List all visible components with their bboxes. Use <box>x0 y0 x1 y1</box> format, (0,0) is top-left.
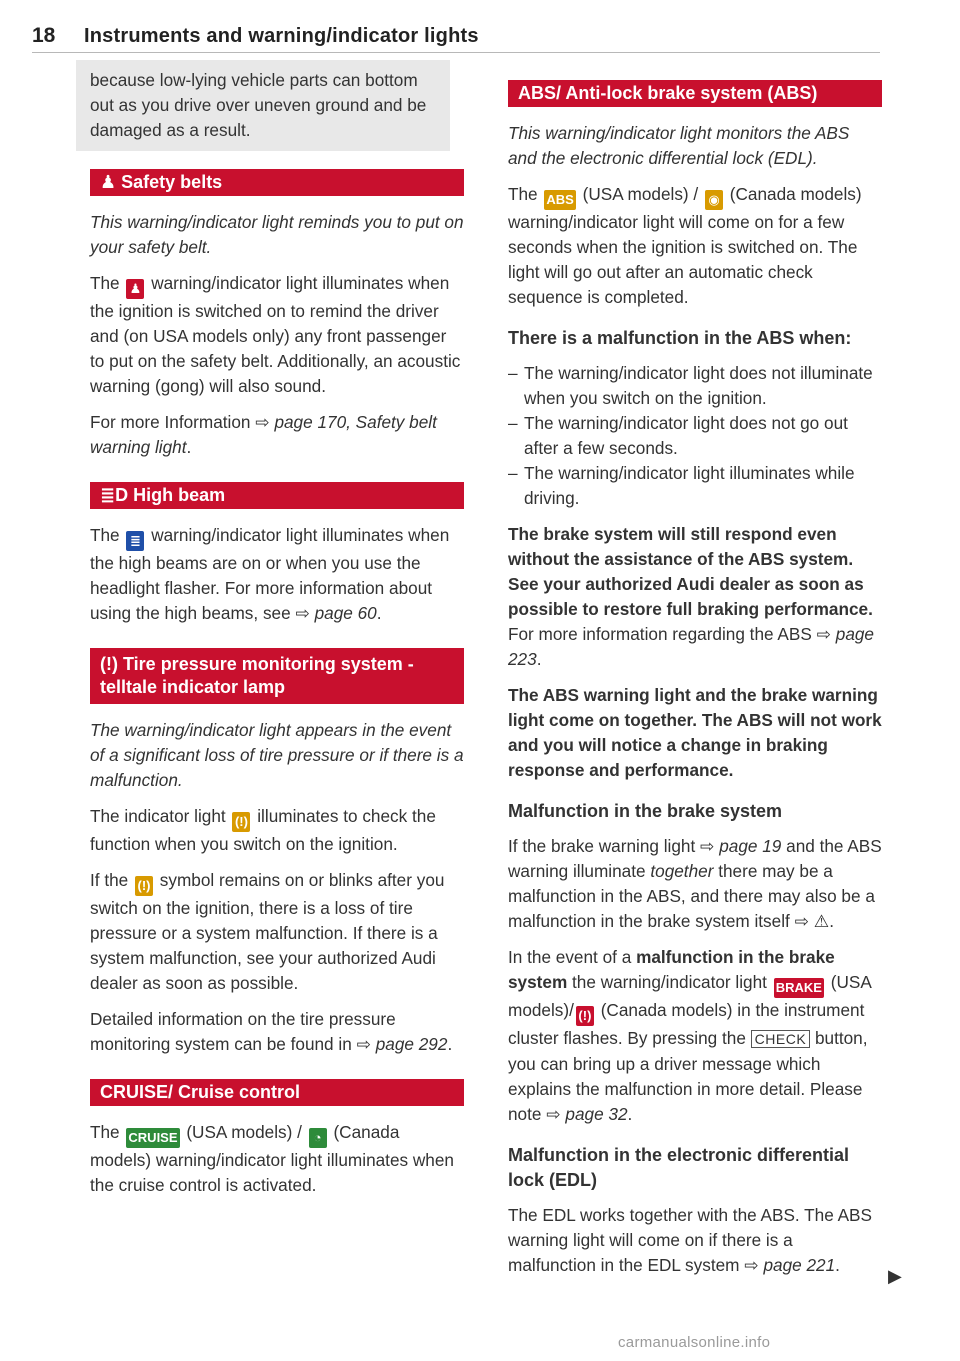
abs-bold-note-1: The brake system will still respond even without the assistance of the ABS system. See your authorized Audi dealer as soon as possible to restore full braking performance. <box>508 524 873 619</box>
tire-p3: Detailed information on the tire pressure monitoring system can be found in ⇨ page 292. <box>90 1009 453 1054</box>
safety-more-info: For more Information ⇨ page 170, Safety belt warning light. <box>90 412 437 457</box>
abs-summary: This warning/indicator light monitors the ABS and the electronic differential lock (EDL). <box>508 123 850 168</box>
intro-note-box <box>76 60 450 151</box>
high-beam-icon: ≣D <box>100 485 129 505</box>
edl-malfunction-heading: Malfunction in the electronic differential lock (EDL) <box>508 1145 850 1190</box>
brake-p1: If the brake warning light ⇨ page 19 and the ABS warning illuminate together there may be a malfunction in the ABS, and there may also be a malfunction in the brake system itself ⇨ ⚠. <box>508 836 882 931</box>
caution-link[interactable]: ⇨ ⚠ <box>794 911 830 931</box>
high-beam-indicator-icon: ≣ <box>126 531 144 551</box>
tire-indicator-icon-2: (!) <box>135 876 153 896</box>
section-heading-tire-pressure: (!) Tire pressure monitoring system - telltale indicator lamp <box>90 648 464 704</box>
safety-body: The ♟ warning/indicator light illuminates when the ignition is switched on to remind the driver and (on USA models only) any front passenger to put on the safety belt. Additionally, an acoustic warning (gong) will also sound. <box>90 273 461 396</box>
section-heading-abs: ABS/ Anti-lock brake system (ABS) <box>508 80 882 107</box>
left-column <box>90 60 464 1209</box>
cruise-canada-icon: ◔ <box>309 1128 327 1148</box>
brake-page-link-2[interactable]: ⇨ page 32 <box>546 1104 628 1124</box>
seatbelt-icon: ♟ <box>100 172 117 192</box>
brake-p2: In the event of a malfunction in the brake system the warning/indicator light BRAKE (USA models)/ (!) (Canada models) in the instrument cluster flashes. By pressing the CHECK button, you can bring up a driver message which explains the malfunction in more detail. Please note ⇨ page 32. <box>508 947 871 1124</box>
watermark: carmanualsonline.info <box>618 1334 771 1351</box>
cruise-indicator-badge: CRUISE <box>126 1128 179 1148</box>
edl-p1: The EDL works together with the ABS. The ABS warning light will come on if there is a malfunction in the EDL system ⇨ page 221. <box>508 1205 872 1275</box>
highbeam-body: The ≣ warning/indicator light illuminates when the high beams are on or when you use the headlight flasher. For more information about using the high beams, see ⇨ page 60. <box>90 525 450 623</box>
page-number: 18 <box>32 24 56 47</box>
abs-malfunction-heading: There is a malfunction in the ABS when: <box>508 328 852 348</box>
section-heading-safety-belts: ♟ Safety belts <box>90 169 464 196</box>
abs-canada-icon: ◉ <box>705 190 723 210</box>
brake-page-link[interactable]: ⇨ page 19 <box>700 836 782 856</box>
right-column <box>508 60 882 1289</box>
edl-page-link[interactable]: ⇨ page 221 <box>744 1255 836 1275</box>
brake-indicator-badge: BRAKE <box>774 978 824 998</box>
abs-bold-note-2: The ABS warning light and the brake warning light come on together. The ABS will not work and you will notice a change in braking response and performance. <box>508 685 882 780</box>
abs-p1: The ABS (USA models) / ◉ (Canada models) warning/indicator light will come on for a few seconds when the ignition is switched on. The light will go out after an automatic check sequence is completed. <box>508 184 862 307</box>
tire-pressure-icon: (!) <box>100 654 118 674</box>
brake-malfunction-heading: Malfunction in the brake system <box>508 801 783 821</box>
section-heading-high-beam: ≣D High beam <box>90 482 464 509</box>
intro-note-text: because low-lying vehicle parts can bottom out as you drive over uneven ground and be damaged as a result. <box>90 70 427 140</box>
brake-canada-icon: (!) <box>576 1006 594 1026</box>
cruise-body: The CRUISE (USA models) / ◔ (Canada models) warning/indicator light illuminates when the cruise control is activated. <box>90 1122 454 1195</box>
tire-p2: If the (!) symbol remains on or blinks after you switch on the ignition, there is a loss of tire pressure or a system malfunction. If there is a system malfunction, see your authorized Audi dealer as soon as possible. <box>90 870 445 993</box>
abs-indicator-badge: ABS <box>544 190 575 210</box>
tire-summary: The warning/indicator light appears in the event of a significant loss of tire pressure or if there is a malfunction. <box>90 720 464 790</box>
section-heading-cruise-control: CRUISE/ Cruise control <box>90 1079 464 1106</box>
tire-indicator-icon: (!) <box>232 812 250 832</box>
seatbelt-indicator-icon: ♟ <box>126 279 144 299</box>
safety-summary: This warning/indicator light reminds you to put on your safety belt. <box>90 212 464 257</box>
tire-p1: The indicator light (!) illuminates to check the function when you switch on the ignition. <box>90 806 436 854</box>
abs-item-2: – The warning/indicator light does not go out after a few seconds. <box>508 411 882 461</box>
abs-item-3: – The warning/indicator light illuminates while driving. <box>508 461 882 511</box>
abs-p2: For more information regarding the ABS ⇨ page 223. <box>508 624 874 669</box>
abs-page-link[interactable]: ⇨ page 223 <box>508 624 874 669</box>
check-key: CHECK <box>751 1030 811 1048</box>
page-title: Instruments and warning/indicator lights <box>84 25 479 47</box>
safety-page-link[interactable]: ⇨ page 170, Safety belt warning light <box>90 412 437 457</box>
tire-page-link[interactable]: ⇨ page 292 <box>356 1034 448 1054</box>
continue-arrow-icon: ▶ <box>888 1266 902 1286</box>
highbeam-page-link[interactable]: ⇨ page 60 <box>295 603 377 623</box>
abs-item-1: – The warning/indicator light does not illuminate when you switch on the ignition. <box>508 361 882 411</box>
page-header <box>32 24 880 53</box>
